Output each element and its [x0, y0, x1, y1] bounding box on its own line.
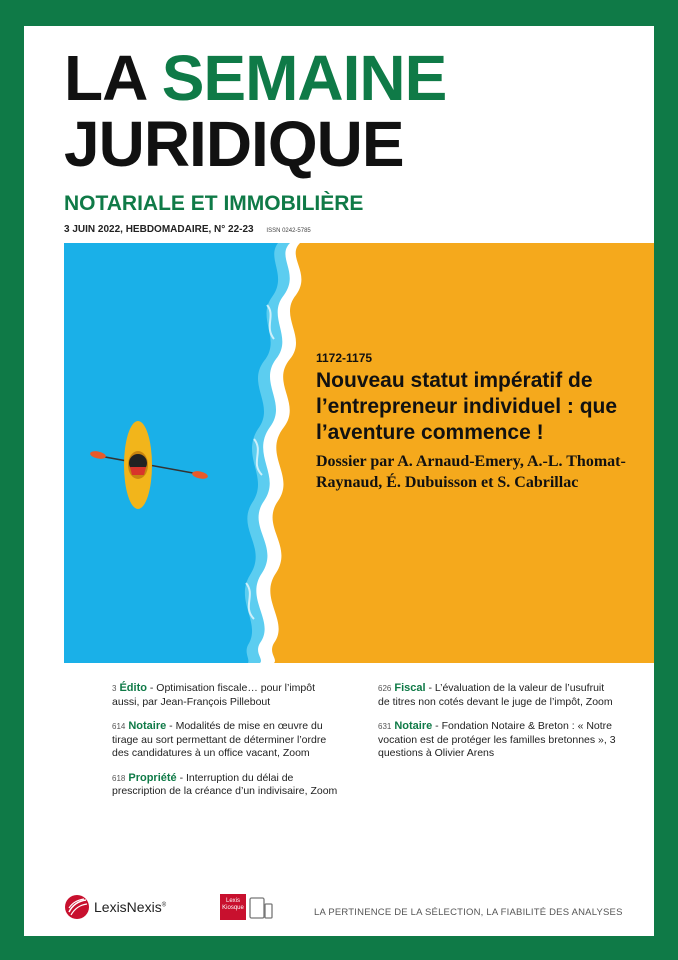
cover-illustration [64, 243, 654, 663]
issue-info [64, 224, 311, 235]
toc-text: - Optimisation fiscale… pour l’impôt aussi, par Jean-François Pillebout [112, 682, 316, 708]
publisher-name-text: LexisNexis [94, 899, 162, 915]
toc-page-number: 614 [112, 722, 126, 731]
toc-item [378, 682, 618, 709]
toc-page-number: 626 [378, 684, 392, 693]
kiosque-line-2: Kiosque [222, 905, 244, 911]
kiosque-badge [220, 894, 246, 920]
toc-text: - L’évaluation de la valeur de l’usufruit de titres non cotés devant le juge de l’impôt, Zoom [378, 682, 613, 708]
publisher-mark: ® [161, 902, 167, 909]
lexis-kiosque-logo [220, 894, 273, 920]
cover-story-authors: Dossier par A. Arnaud-Emery, A.-L. Thomat-Raynaud, É. Dubuisson et S. Cabrillac [316, 453, 626, 491]
masthead-juridique: JURIDIQUE [64, 108, 404, 180]
toc-page-number: 631 [378, 722, 392, 731]
publisher-name [94, 899, 166, 915]
cover-story-title: Nouveau statut impératif de l’entrepreneur individuel : que l’aventure commence ! [316, 369, 618, 444]
footer-tagline: LA PERTINENCE DE LA SÉLECTION, LA FIABILITÉ DES ANALYSES [314, 907, 623, 918]
toc-page-number: 3 [112, 684, 117, 693]
toc-text: - Fondation Notaire & Breton : « Notre vocation est de protéger les familles bretonnes », 3 questions à Olivier Arens [378, 720, 616, 759]
toc-item [112, 772, 344, 799]
toc-text: - Modalités de mise en œuvre du tirage au sort permettant de déterminer l’ordre des candidatures à un office vacant, Zoom [112, 720, 327, 759]
issn: ISSN 0242-5785 [266, 228, 311, 234]
toc-column-right [378, 682, 618, 772]
toc-text: - Interruption du délai de prescription de la créance d’un indivisaire, Zoom [112, 771, 338, 797]
lexisnexis-logo-icon [64, 894, 90, 920]
toc-column-left [112, 682, 344, 810]
toc-category: Notaire [128, 720, 167, 732]
issue-date: 3 JUIN 2022, HEBDOMADAIRE, N° 22-23 [64, 224, 254, 235]
toc-page-number: 618 [112, 773, 126, 783]
lexisnexis-logo [64, 894, 166, 920]
toc-category: Fiscal [394, 682, 426, 694]
cover-story-number: 1172-1175 [316, 351, 373, 365]
masthead-semaine: SEMAINE [161, 42, 447, 114]
toc-item [378, 720, 618, 761]
kiosque-line-1: Lexis [225, 898, 240, 904]
toc-item [112, 720, 344, 761]
magazine-cover [24, 26, 654, 936]
masthead-line-1 [64, 42, 447, 114]
cover-story [316, 351, 646, 493]
toc-category: Édito [119, 682, 147, 694]
toc-item [112, 682, 344, 709]
masthead-la: LA [64, 42, 145, 114]
toc-category: Notaire [394, 720, 433, 732]
tablet-phone-icon [249, 896, 273, 920]
masthead-subtitle: NOTARIALE ET IMMOBILIÈRE [64, 192, 364, 215]
toc-category: Propriété [128, 771, 177, 784]
